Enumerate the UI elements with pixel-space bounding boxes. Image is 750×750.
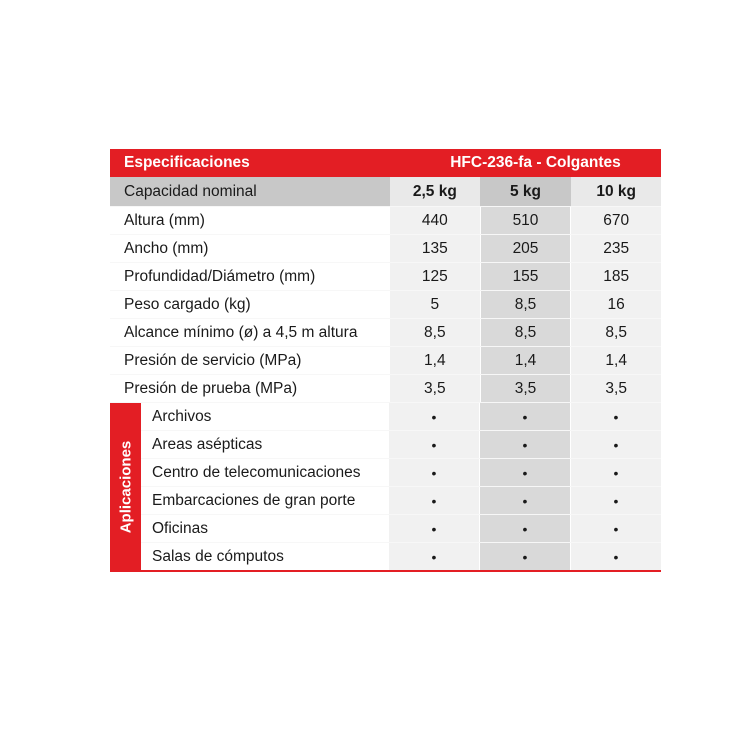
row-label: Centro de telecomunicaciones — [152, 463, 361, 481]
bullet-mark: • — [571, 515, 661, 542]
row-label: Profundidad/Diámetro (mm) — [124, 267, 316, 285]
cell-value: 1,4 — [481, 347, 571, 374]
bullet-mark: • — [480, 515, 570, 542]
applications-title: Aplicaciones — [117, 440, 134, 533]
row-label: Areas asépticas — [152, 435, 263, 453]
cell-value: 440 — [390, 207, 480, 234]
cell-value: 8,5 — [481, 319, 571, 346]
table-row — [110, 375, 661, 403]
bullet-mark: • — [480, 403, 570, 430]
bullet-mark: • — [480, 543, 570, 570]
header-product: HFC-236-fa - Colgantes — [450, 154, 621, 171]
row-label: Archivos — [152, 407, 212, 425]
row-label: Embarcaciones de gran porte — [152, 491, 356, 509]
bullet-mark: • — [571, 403, 661, 430]
cell-value: 510 — [481, 207, 571, 234]
row-label: Presión de servicio (MPa) — [124, 351, 302, 369]
bullet-mark: • — [389, 459, 479, 486]
cell-value: 185 — [571, 263, 661, 290]
table-row — [110, 207, 661, 235]
row-label: Salas de cómputos — [152, 547, 284, 565]
cell-value: 1,4 — [571, 347, 661, 374]
bullet-mark: • — [389, 403, 479, 430]
cell-value: 5 — [390, 291, 480, 318]
header-title: Especificaciones — [124, 154, 250, 171]
cell-value: 3,5 — [481, 375, 571, 402]
cell-value: 155 — [481, 263, 571, 290]
cell-value: 10 kg — [571, 177, 661, 206]
bullet-mark: • — [389, 543, 479, 570]
cell-value: 235 — [571, 235, 661, 262]
cell-value: 8,5 — [481, 291, 571, 318]
applications-side-label — [110, 403, 141, 570]
bullet-mark: • — [480, 431, 570, 458]
row-label: Peso cargado (kg) — [124, 295, 251, 313]
table-row — [141, 403, 661, 431]
row-label: Presión de prueba (MPa) — [124, 379, 298, 397]
cell-value: 135 — [390, 235, 480, 262]
cell-value: 125 — [390, 263, 480, 290]
cell-value: 8,5 — [571, 319, 661, 346]
spec-table — [110, 149, 661, 572]
cell-value: 8,5 — [390, 319, 480, 346]
row-label: Altura (mm) — [124, 211, 205, 229]
table-row — [141, 487, 661, 515]
row-label: Capacidad nominal — [124, 182, 257, 200]
bullet-mark: • — [571, 543, 661, 570]
table-row — [141, 515, 661, 543]
table-header — [110, 149, 661, 177]
cell-value: 16 — [571, 291, 661, 318]
cell-value: 3,5 — [571, 375, 661, 402]
row-label: Alcance mínimo (ø) a 4,5 m altura — [124, 323, 358, 341]
bullet-mark: • — [480, 487, 570, 514]
table-row — [110, 319, 661, 347]
bullet-mark: • — [571, 431, 661, 458]
cell-value: 3,5 — [390, 375, 480, 402]
capacity-row — [110, 177, 661, 207]
cell-value: 2,5 kg — [390, 177, 480, 206]
cell-value: 1,4 — [390, 347, 480, 374]
bullet-mark: • — [480, 459, 570, 486]
table-row — [110, 263, 661, 291]
table-row — [141, 543, 661, 570]
table-row — [110, 235, 661, 263]
bullet-mark: • — [571, 459, 661, 486]
bullet-mark: • — [571, 487, 661, 514]
table-row — [110, 347, 661, 375]
table-row — [141, 431, 661, 459]
row-label: Oficinas — [152, 519, 208, 537]
row-label: Ancho (mm) — [124, 239, 209, 257]
cell-value: 670 — [571, 207, 661, 234]
applications-section — [110, 403, 661, 570]
bullet-mark: • — [389, 515, 479, 542]
applications-rows — [141, 403, 661, 570]
table-row — [141, 459, 661, 487]
cell-value: 5 kg — [481, 177, 571, 206]
bullet-mark: • — [389, 431, 479, 458]
bullet-mark: • — [389, 487, 479, 514]
cell-value: 205 — [481, 235, 571, 262]
table-row — [110, 291, 661, 319]
